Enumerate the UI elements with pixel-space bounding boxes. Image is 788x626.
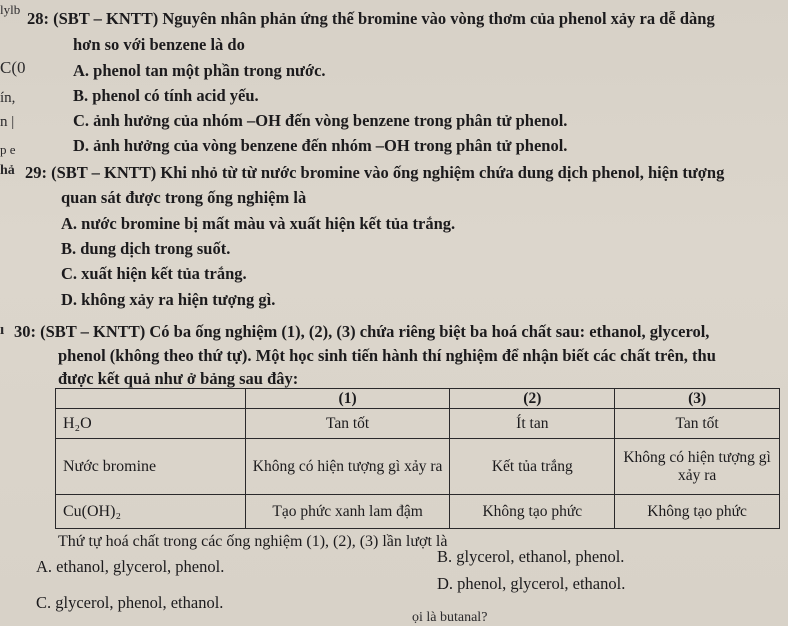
q28-stem-line1: 28: (SBT – KNTT) Nguyên nhân phản ứng thế bromine vào vòng thơm của phenol xảy ra dễ dàng	[27, 9, 715, 28]
q30-option-a: A. ethanol, glycerol, phenol.	[36, 557, 225, 576]
table-row	[56, 409, 780, 439]
q30-option-d: D. phenol, glycerol, ethanol.	[437, 574, 626, 593]
q30-option-b: B. glycerol, ethanol, phenol.	[437, 547, 625, 566]
margin-fragment: ı	[0, 322, 5, 338]
margin-fragment: lylb	[0, 2, 21, 17]
q30-stem-line3: được kết quả như ở bảng sau đây:	[58, 369, 299, 388]
q29-option-c: C. xuất hiện kết tủa trắng.	[61, 264, 247, 283]
table-cell: Không tạo phức	[615, 495, 780, 529]
table-cell: Không tạo phức	[450, 495, 615, 529]
q29-stem-line1: 29: (SBT – KNTT) Khi nhỏ từ từ nước bromine vào ống nghiệm chứa dung dịch phenol, hiện tượng	[25, 163, 725, 182]
table-cell: Không có hiện tượng gì xảy ra	[245, 439, 450, 495]
table-row-header: H₂O	[56, 409, 246, 439]
q30-option-c: C. glycerol, phenol, ethanol.	[36, 593, 224, 612]
margin-fragment: ín,	[0, 90, 16, 106]
q30-stem-line1: 30: (SBT – KNTT) Có ba ống nghiệm (1), (2), (3) chứa riêng biệt ba hoá chất sau: ethanol, glycerol,	[14, 322, 710, 341]
table-header-cell: (2)	[450, 389, 615, 409]
table-cell: Không có hiện tượng gì xảy ra	[615, 439, 780, 495]
table-header-cell	[56, 389, 246, 409]
table-row	[56, 495, 780, 529]
q29-option-b: B. dung dịch trong suốt.	[61, 239, 231, 258]
q29-option-a: A. nước bromine bị mất màu và xuất hiện kết tủa trắng.	[61, 214, 456, 233]
q29-stem-line2: quan sát được trong ống nghiệm là	[61, 188, 307, 207]
table-row	[56, 439, 780, 495]
q28-stem-line2: hơn so với benzene là do	[73, 35, 245, 54]
margin-fragment: n |	[0, 114, 15, 130]
table-cell: Tạo phức xanh lam đậm	[245, 495, 450, 529]
table-row-header: Nước bromine	[56, 439, 246, 495]
table-cell: Tan tốt	[615, 409, 780, 439]
table-header-row	[56, 389, 780, 409]
footer-fragment: ọi là butanal?	[412, 610, 488, 625]
q28-option-a: A. phenol tan một phần trong nước.	[73, 61, 326, 80]
q28-option-d: D. ảnh hưởng của vòng benzene đến nhóm –OH trong phân tử phenol.	[73, 136, 568, 155]
q28-option-c: C. ảnh hưởng của nhóm –OH đến vòng benzene trong phân tử phenol.	[73, 111, 568, 130]
margin-fragment: hả	[0, 163, 15, 178]
table-header-cell: (3)	[615, 389, 780, 409]
q30-stem-line2: phenol (không theo thứ tự). Một học sinh tiến hành thí nghiệm để nhận biết các chất trên, thu	[58, 346, 716, 365]
q28-option-b: B. phenol có tính acid yếu.	[73, 86, 259, 105]
results-table	[55, 388, 780, 529]
q30-question: Thứ tự hoá chất trong các ống nghiệm (1), (2), (3) lần lượt là	[58, 533, 448, 550]
table-cell: Tan tốt	[245, 409, 450, 439]
margin-fragment: p e	[0, 142, 16, 157]
table-cell: Kết tủa trắng	[450, 439, 615, 495]
table-header-cell: (1)	[245, 389, 450, 409]
table-cell: Ít tan	[450, 409, 615, 439]
q29-option-d: D. không xảy ra hiện tượng gì.	[61, 290, 276, 309]
table-row-header: Cu(OH)₂	[56, 495, 246, 529]
margin-fragment: C(0	[0, 58, 26, 77]
